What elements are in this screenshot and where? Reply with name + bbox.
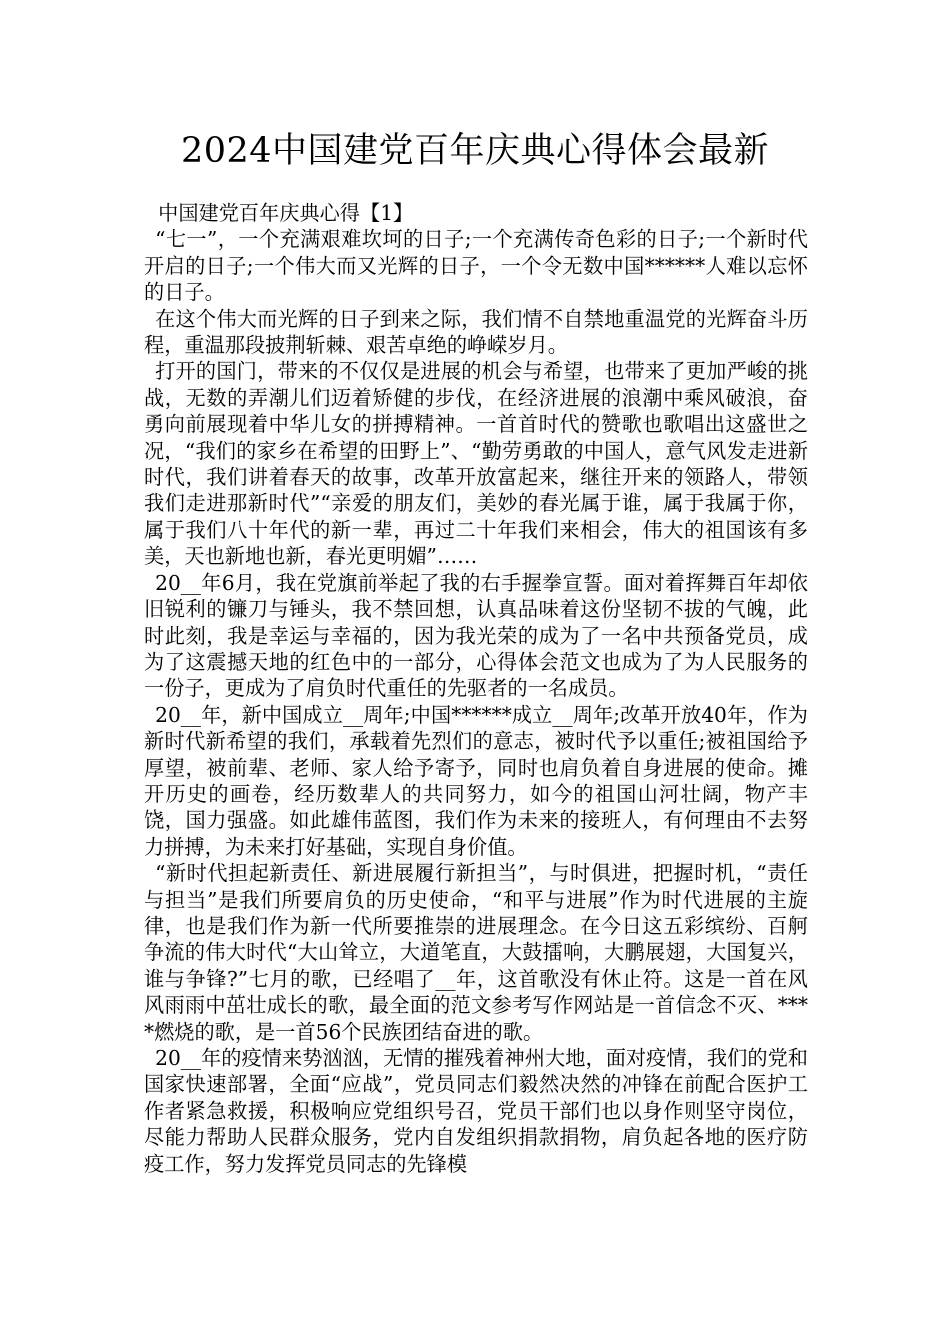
paragraph: “七一”，一个充满艰难坎坷的日子;一个充满传奇色彩的日子;一个新时代开启的日子;一个伟大而又光辉的日子，一个令无数中国******人难以忘怀的日子。 [144,227,808,305]
paragraph: “新时代担起新责任、新进展履行新担当”，与时俱进，把握时机，“责任与担当”是我们所要肩负的历史使命，“和平与进展”作为时代进展的主旋律，也是我们作为新一代所要推崇的进展理念。在今日这五彩缤纷、百舸争流的伟大时代“大山耸立，大道笔直，大鼓擂响，大鹏展翅，大国复兴，谁与争锋?”七月的歌，已经唱了__年，这首歌没有休止符。这是一首在风风雨雨中茁壮成长的歌，最全面的范文参考写作网站是一首信念不灭、****燃烧的歌，是一首56个民族团结奋进的歌。 [144,861,808,1044]
paragraph: 在这个伟大而光辉的日子到来之际，我们情不自禁地重温党的光辉奋斗历程，重温那段披荆斩棘、艰苦卓绝的峥嵘岁月。 [144,306,808,358]
document-title: 2024中国建党百年庆典心得体会最新 [180,131,770,171]
document-body [144,200,808,1177]
paragraph: 打开的国门，带来的不仅仅是进展的机会与希望，也带来了更加严峻的挑战，无数的弄潮儿们迈着矫健的步伐，在经济进展的浪潮中乘风破浪，奋勇向前展现着中华儿女的拼搏精神。一首首时代的赞歌也歌唱出这盛世之况，“我们的家乡在希望的田野上”、“勤劳勇敢的中国人，意气风发走进新时代，我们讲着春天的故事，改革开放富起来，继往开来的领路人，带领我们走进那新时代”“亲爱的朋友们，美妙的春光属于谁，属于我属于你，属于我们八十年代的新一辈，再过二十年我们来相会，伟大的祖国该有多美，天也新地也新，春光更明媚”…… [144,359,808,569]
paragraph: 20__年，新中国成立__周年;中国******成立__周年;改革开放40年，作为新时代新希望的我们，承载着先烈们的意志，被时代予以重任;被祖国给予厚望，被前辈、老师、家人给予寄予，同时也肩负着自身进展的使命。摊开历史的画卷，经历数辈人的共同努力，如今的祖国山河壮阔，物产丰饶，国力强盛。如此雄伟蓝图，我们作为未来的接班人，有何理由不去努力拼搏，为未来打好基础，实现自身价值。 [144,702,808,859]
section-heading: 中国建党百年庆典心得【1】 [158,201,414,225]
paragraph: 20__年6月，我在党旗前举起了我的右手握拳宣誓。面对着挥舞百年却依旧锐利的镰刀与锤头，我不禁回想，认真品味着这份坚韧不拔的气魄，此时此刻，我是幸运与幸福的，因为我光荣的成为了一名中共预备党员，成为了这震撼天地的红色中的一部分，心得体会范文也成为了为人民服务的一份子，更成为了肩负时代重任的先驱者的一名成员。 [144,570,808,701]
paragraph: 20__年的疫情来势汹汹，无情的摧残着神州大地，面对疫情，我们的党和国家快速部署，全面“应战”，党员同志们毅然决然的冲锋在前配合医护工作者紧急救援，积极响应党组织号召，党员干部们也以身作则坚守岗位，尽能力帮助人民群众服务，党内自发组织捐款捐物，肩负起各地的医疗防疫工作，努力发挥党员同志的先锋模 [144,1046,808,1176]
